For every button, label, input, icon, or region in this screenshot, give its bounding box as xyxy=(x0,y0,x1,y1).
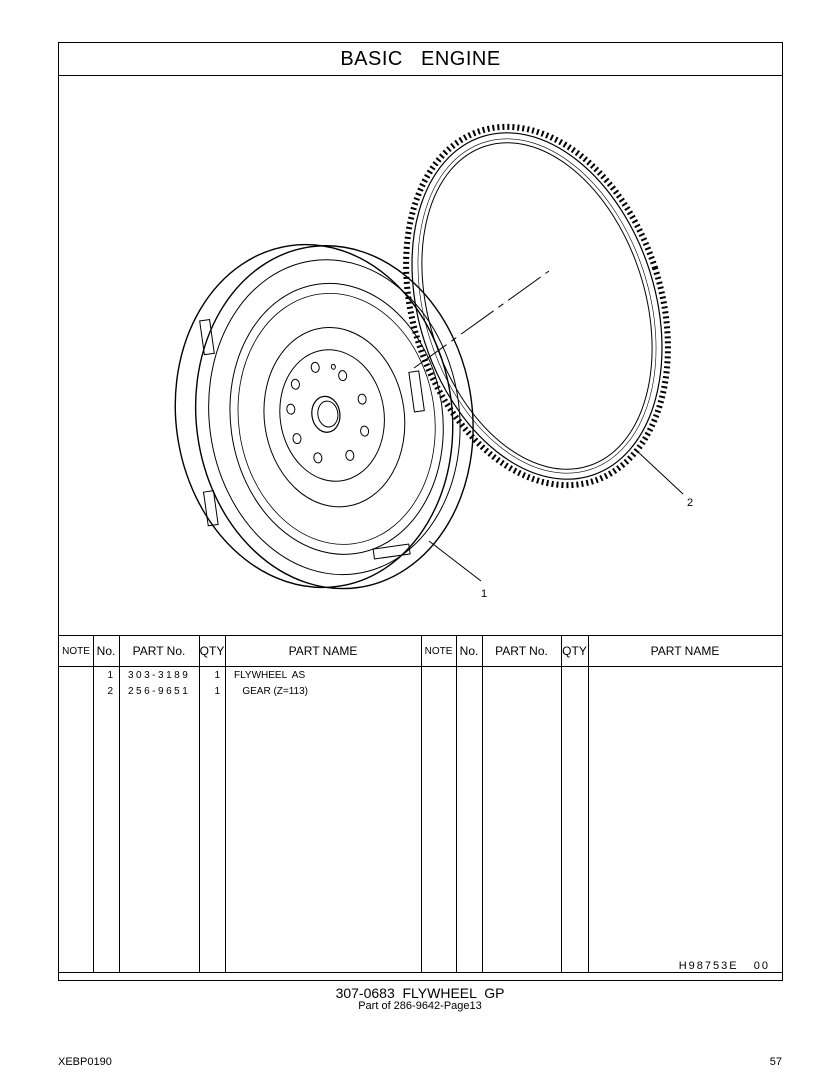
callout-1: 1 xyxy=(481,588,488,600)
header-note: NOTE xyxy=(62,645,90,657)
table-row-2-qty: 1 xyxy=(214,686,220,697)
table-row-2-part-no: 256-9651 xyxy=(128,686,191,697)
header-note-right: NOTE xyxy=(424,645,453,657)
leader-line-1 xyxy=(429,541,481,581)
leader-line-2 xyxy=(637,451,683,494)
flywheel-drawing xyxy=(59,76,781,634)
table-row-1-part-name: FLYWHEEL AS xyxy=(234,670,306,681)
illustration-code: H98753E 00 xyxy=(678,960,770,972)
parts-page-frame xyxy=(58,42,783,981)
header-part-name-right: PART NAME xyxy=(650,644,720,658)
header-part-no-right: PART No. xyxy=(495,644,548,658)
document-id: XEBP0190 xyxy=(58,1056,112,1068)
center-line xyxy=(414,271,549,368)
table-row-1-qty: 1 xyxy=(214,670,220,681)
section-title-bar xyxy=(59,43,782,76)
header-part-name: PART NAME xyxy=(288,644,358,658)
table-row-1-part-no: 303-3189 xyxy=(128,670,191,681)
header-no: No. xyxy=(96,644,116,658)
table-row-1-no: 1 xyxy=(107,670,113,681)
header-qty-right: QTY xyxy=(562,644,587,658)
callout-2: 2 xyxy=(687,497,694,509)
group-subtitle: Part of 286-9642-Page13 xyxy=(358,1000,482,1012)
header-qty: QTY xyxy=(199,644,225,658)
parts-table xyxy=(59,636,782,973)
header-part-no: PART No. xyxy=(132,644,186,658)
table-row-2-part-name: GEAR (Z=113) xyxy=(234,686,309,697)
table-row-2-no: 2 xyxy=(107,686,113,697)
flywheel xyxy=(153,224,495,610)
header-no-right: No. xyxy=(459,644,479,658)
exploded-view-illustration xyxy=(59,76,782,636)
page-number: 57 xyxy=(769,1056,782,1068)
section-title: BASIC ENGINE xyxy=(340,47,501,70)
group-title: 307-0683 FLYWHEEL GP xyxy=(335,985,505,1001)
